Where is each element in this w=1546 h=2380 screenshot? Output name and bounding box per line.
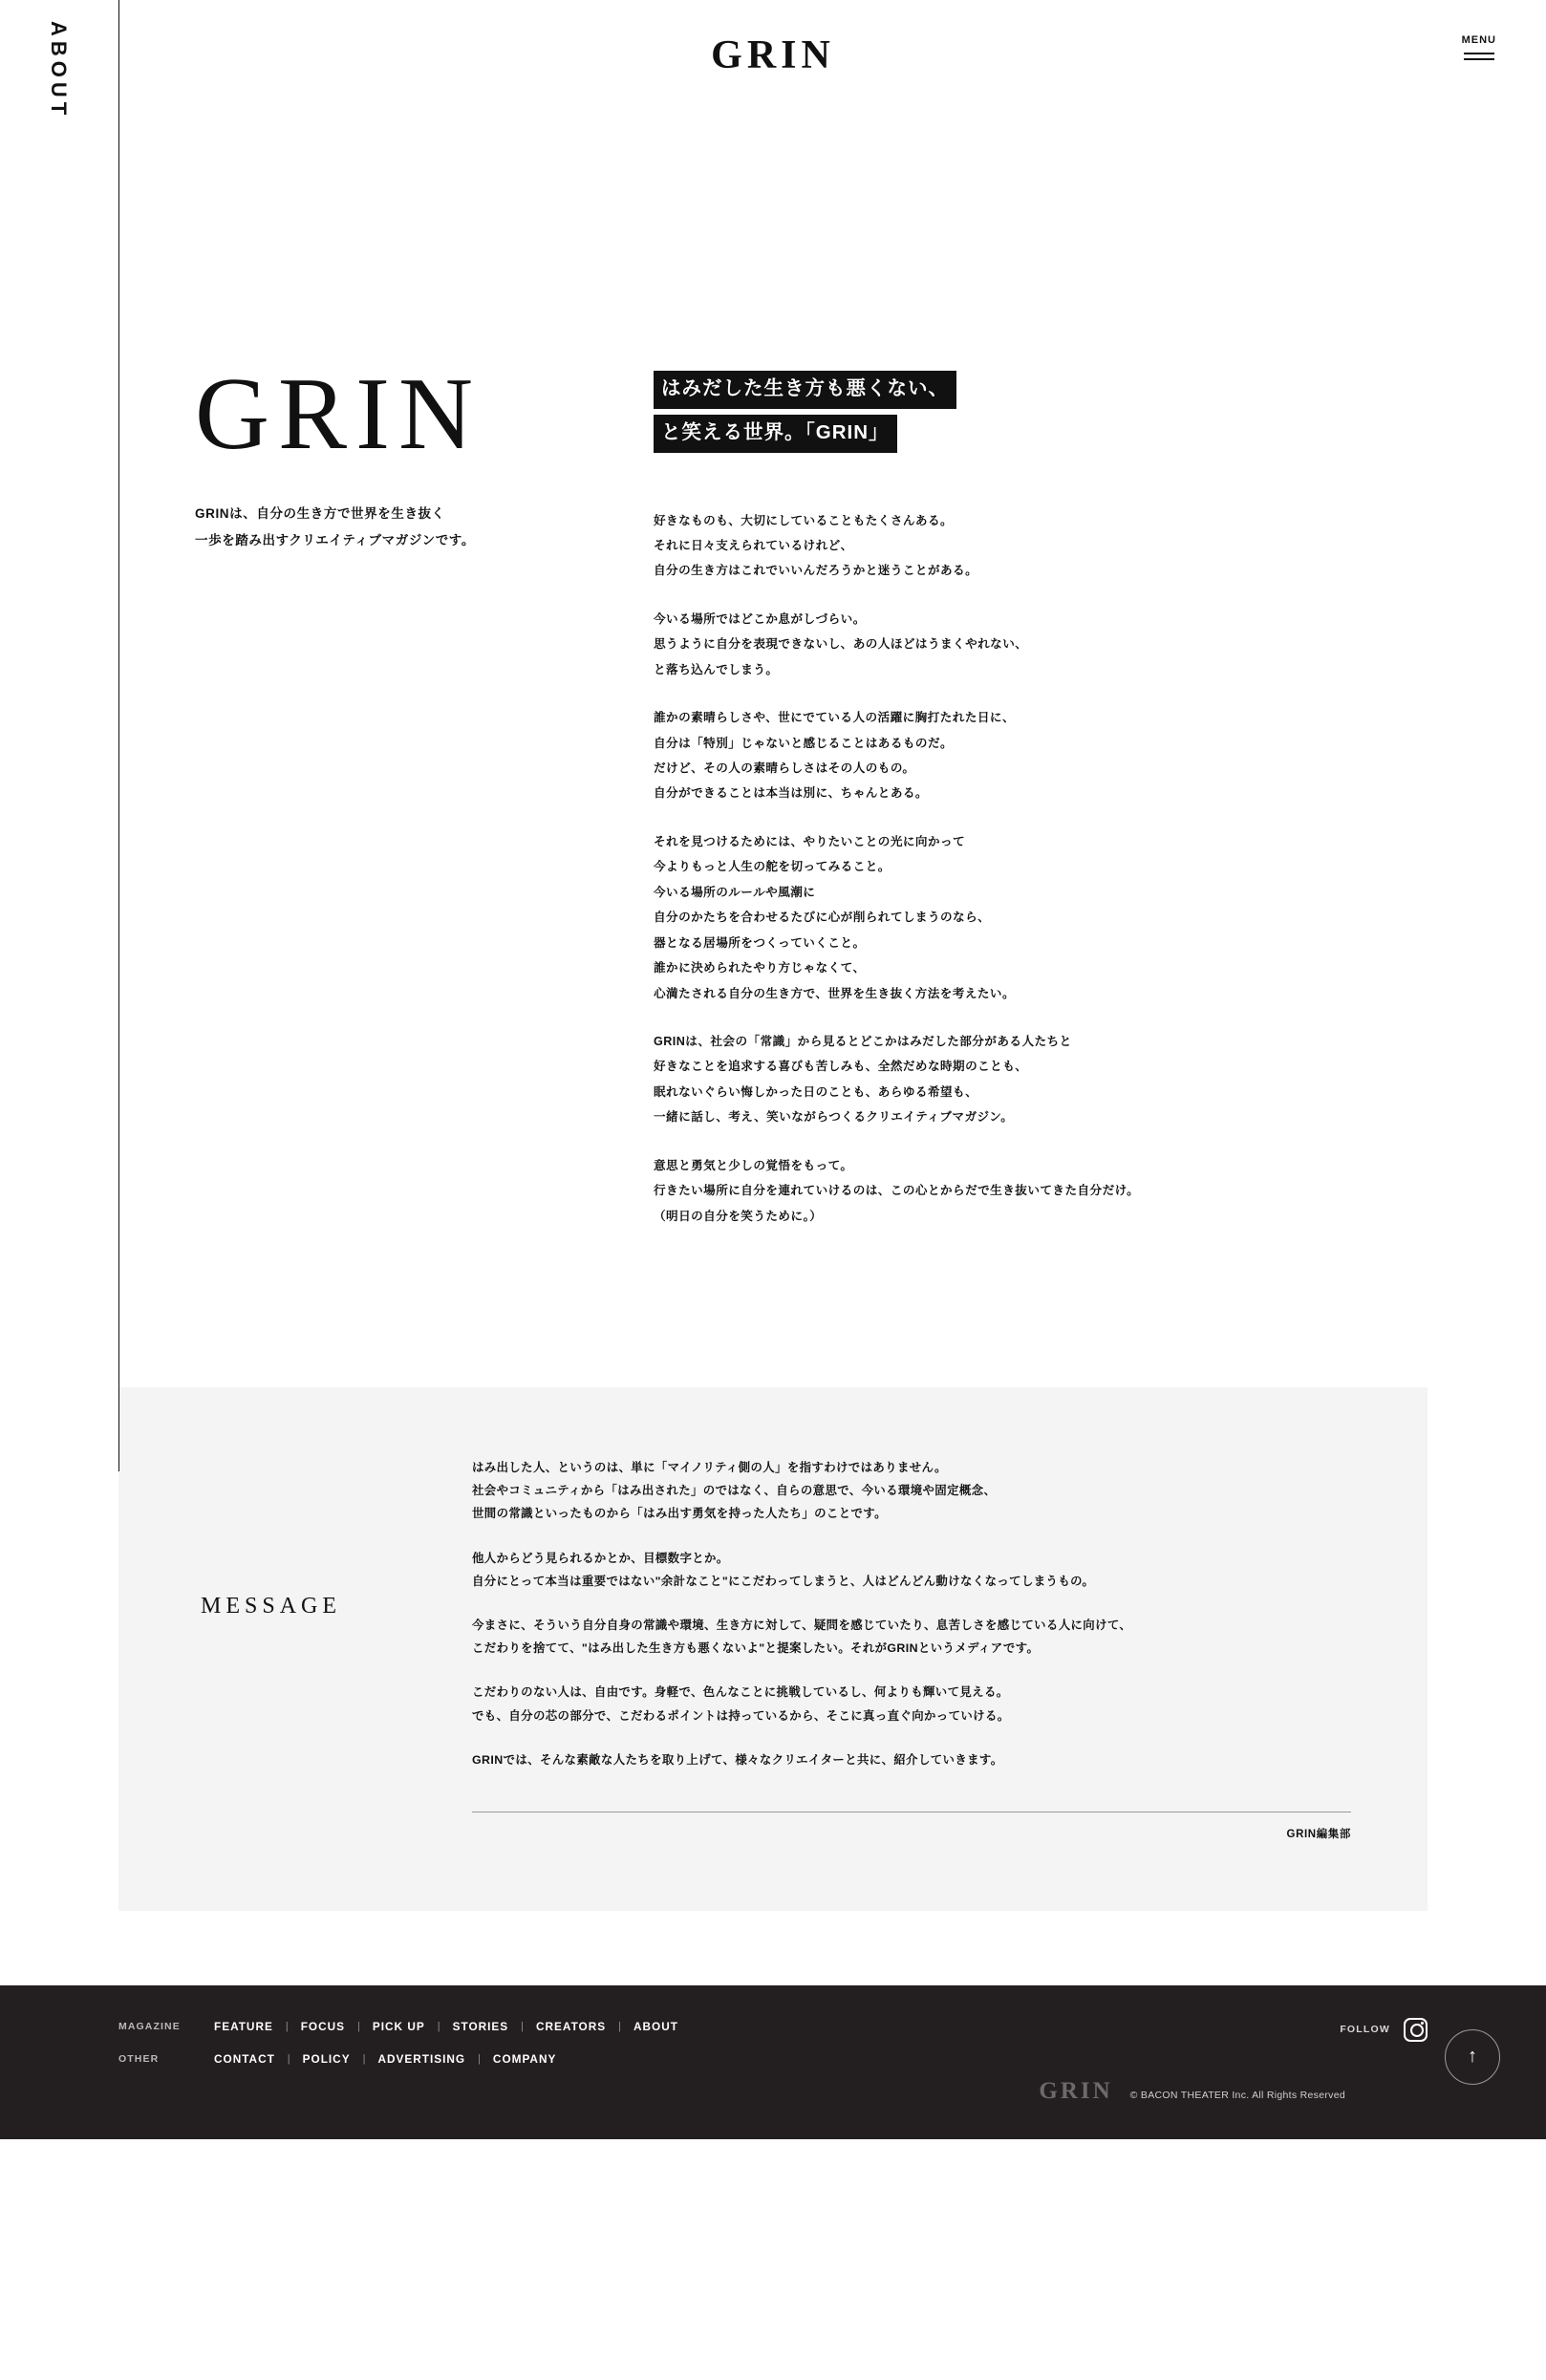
footer-link-separator: | [478, 2052, 481, 2065]
hamburger-icon [1464, 53, 1494, 54]
message-body [472, 1450, 1351, 1844]
about-right-column [654, 363, 1139, 1229]
back-to-top-button[interactable] [1445, 2029, 1500, 2085]
footer-link-policy[interactable]: POLICY [302, 2051, 351, 2066]
about-left-column [118, 357, 654, 1229]
footer-other-links [214, 2052, 556, 2066]
about-lead-text [195, 501, 654, 553]
message-paragraph: こだわりのない人は、自由です。身軽で、色んなことに挑戦しているし、何よりも輝いて見える。 でも、自分の芯の部分で、こだわるポイントは持っているから、そこに真っ直ぐ向かっていける。 [472, 1685, 1010, 1723]
about-paragraph: 意思と勇気と少しの覚悟をもって。 行きたい場所に自分を連れていけるのは、この心とからだで生き抜いてきた自分だけ。 （明日の自分を笑うために。） [654, 1158, 1140, 1223]
about-lead-line-2: 一歩を踏み出すクリエイティブマガジンです。 [195, 532, 475, 547]
footer-link-separator: | [521, 2020, 525, 2032]
footer-link-feature[interactable]: FEATURE [214, 2019, 273, 2033]
message-paragraph: GRINでは、そんな素敵な人たちを取り上げて、様々なクリエイターと共に、紹介していきます。 [472, 1752, 1003, 1767]
about-paragraph: 今いる場所ではどこか息がしづらい。 思うように自分を表現できないし、あの人ほどはうまくやれない、 と落ち込んでしまう。 [654, 611, 1028, 676]
site-logo[interactable]: GRIN [711, 33, 835, 77]
footer-link-stories[interactable]: STORIES [452, 2019, 509, 2033]
footer-link-pick-up[interactable]: PICK UP [372, 2019, 425, 2033]
arrow-up-icon: ↑ [1468, 2046, 1477, 2068]
about-brand-wordmark: GRIN [195, 357, 482, 471]
footer-link-creators[interactable]: CREATORS [536, 2019, 607, 2033]
message-section [118, 1387, 1428, 1911]
footer-magazine-links [214, 2020, 678, 2033]
message-paragraph: 今まさに、そういう自分自身の常識や環境、生き方に対して、疑問を感じていたり、息苦しさを感じている人に向けて、 こだわりを捨てて、"はみ出した生き方も悪くないよ"と提案したい。それがGRINというメディアです。 [472, 1618, 1132, 1656]
footer-link-separator: | [287, 2052, 290, 2065]
site-footer [0, 1985, 1546, 2139]
footer-brand-group [1039, 2078, 1345, 2105]
footer-other-label: OTHER [118, 2052, 160, 2065]
about-headline [654, 371, 1139, 459]
instagram-icon[interactable] [1404, 2018, 1428, 2042]
footer-link-company[interactable]: COMPANY [492, 2051, 557, 2066]
about-headline-line-2: と笑える世界。「GRIN」 [654, 415, 897, 453]
menu-button-label: MENU [1461, 34, 1496, 46]
footer-link-separator: | [618, 2020, 621, 2032]
footer-link-about[interactable]: ABOUT [633, 2019, 678, 2033]
footer-link-contact[interactable]: CONTACT [214, 2051, 275, 2066]
hamburger-icon [1464, 58, 1494, 60]
site-header [0, 0, 1546, 111]
follow-label: FOLLOW [1340, 2024, 1390, 2036]
message-divider [472, 1812, 1351, 1844]
about-body-copy [654, 508, 1139, 1230]
footer-link-separator: | [357, 2020, 360, 2032]
about-paragraph: 誰かの素晴らしさや、世にでている人の活躍に胸打たれた日に、 自分は「特別」じゃないと感じることはあるものだ。 だけど、その人の素晴らしさはその人のもの。 自分ができることは本当は別に、ちゃんとある。 [654, 711, 1016, 801]
page-side-label: ABOUT [47, 21, 71, 120]
footer-magazine-row [118, 2019, 1428, 2036]
about-paragraph: GRINは、社会の「常識」から見るとどこかはみだした部分がある人たちと 好きなことを追求する喜びも苦しみも、全然だめな時期のことも、 眠れないぐらい悔しかった日のことも、あらゆる希望も、 一緒に話し、考え、笑いながらつくるクリエイティブマガジン。 [654, 1034, 1072, 1125]
footer-link-separator: | [362, 2052, 366, 2065]
about-paragraph: 好きなものも、大切にしていることもたくさんある。 それに日々支えられているけれど、 自分の生き方はこれでいいんだろうかと迷うことがある。 [654, 513, 978, 578]
message-paragraph: 他人からどう見られるかとか、目標数字とか。 自分にとって本当は重要ではない"余計なこと"にこだわってしまうと、人はどんどん動けなくなってしまうもの。 [472, 1551, 1095, 1588]
about-paragraph: それを見つけるためには、やりたいことの光に向かって 今よりもっと人生の舵を切ってみること。 今いる場所のルールや風潮に 自分のかたちを合わせるたびに心が削られてしまうのなら、 器となる居場所をつくっていくこと。 誰かに決められたやり方じゃなくて、 心満たされる自分の生き方で、世界を生き抜く方法を考えたい。 [654, 834, 1016, 1000]
footer-link-focus[interactable]: FOCUS [300, 2019, 345, 2033]
about-section [0, 111, 1546, 1276]
footer-follow-group [1340, 2018, 1428, 2042]
message-signature: GRIN編集部 [1286, 1828, 1351, 1840]
footer-other-row [118, 2052, 1428, 2066]
footer-link-separator: | [285, 2020, 289, 2032]
footer-magazine-label: MAGAZINE [118, 2020, 181, 2032]
menu-button[interactable] [1462, 34, 1496, 60]
about-lead-line-1: GRINは、自分の生き方で世界を生き抜く [195, 506, 445, 521]
copyright-text: © BACON THEATER Inc. All Rights Reserved [1129, 2089, 1345, 2101]
footer-link-separator: | [437, 2020, 440, 2032]
message-title: MESSAGE [201, 1594, 342, 1619]
about-headline-line-1: はみだした生き方も悪くない、 [654, 371, 956, 409]
footer-logo: GRIN [1039, 2077, 1113, 2104]
message-paragraph: はみ出した人、というのは、単に「マイノリティ側の人」を指すわけではありません。 社会やコミュニティから「はみ出された」のではなく、自らの意思で、今いる環境や固定概念、 世間の常識といったものから「はみ出す勇気を持った人たち」のことです。 [472, 1461, 997, 1521]
footer-link-advertising[interactable]: ADVERTISING [377, 2051, 466, 2066]
